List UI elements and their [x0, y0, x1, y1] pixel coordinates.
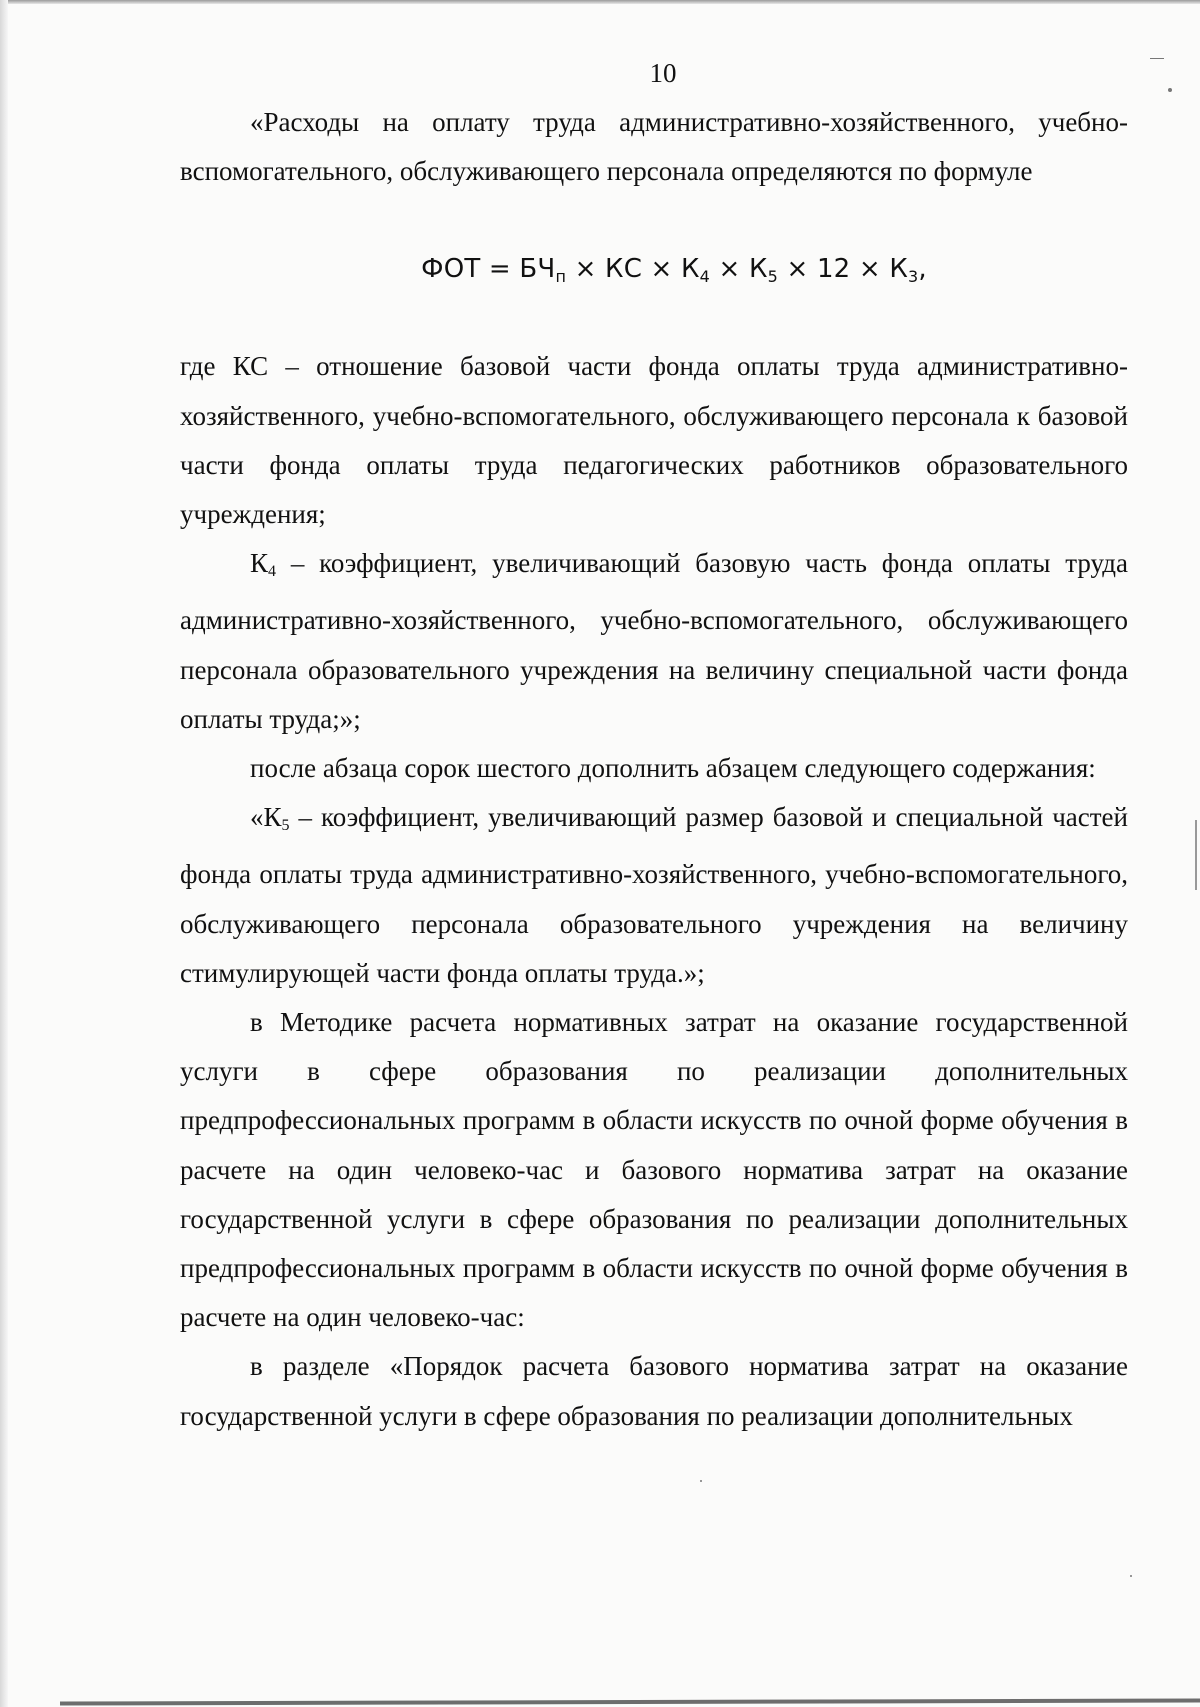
k4-subscript: 4 [268, 563, 277, 581]
paragraph-ks-definition: где КС – отношение базовой части фонда оплаты труда административно-хозяйственного, учебно-вспомогательного, обслуживающего персонала к базовой части фонда оплаты труда педагогических работников образовательного учреждения; [180, 351, 1128, 530]
formula-term-k5: К [748, 254, 768, 285]
k5-symbol: «К [250, 802, 282, 833]
page-number: 10 [649, 58, 677, 88]
formula-subscript: 5 [767, 267, 779, 287]
paragraph-expenses-intro: «Расходы на оплату труда административно-хозяйственного, учебно-вспомогательного, обслуживающего персонала определяются по формуле [180, 107, 1128, 187]
k4-symbol: К [250, 548, 269, 579]
scan-edge-bottom [60, 1699, 1200, 1706]
formula-end: , [918, 254, 927, 285]
k4-text: – коэффициент, увеличивающий базовую часть фонда оплаты труда административно-хозяйственного, учебно-вспомогательного, обслуживающего персонала образовательного учреждения на величину специальной части фонда оплаты труда;»; [180, 548, 1128, 734]
scan-edge-top [0, 0, 1200, 4]
scan-speck [1130, 1575, 1132, 1577]
scan-speck [1195, 820, 1197, 890]
payroll-formula [180, 220, 1128, 318]
formula-times: × [778, 254, 817, 285]
formula-term-ks: КС [605, 254, 643, 285]
paragraph-amendment-instruction: после абзаца сорок шестого дополнить абзацем следующего содержания: [250, 753, 1096, 784]
k5-subscript: 5 [281, 817, 290, 835]
formula-term-months: 12 [816, 254, 851, 285]
formula-subscript: 4 [699, 267, 711, 287]
formula-times: × [566, 254, 606, 285]
formula-times: × [642, 254, 681, 285]
formula-term-k3: К [889, 254, 909, 285]
paragraph-k4-definition [180, 539, 1128, 744]
formula-term-k4: К [680, 254, 700, 285]
paragraph-section-reference: в разделе «Порядок расчета базового норматива затрат на оказание государственной услуги в сфере образования по реализации дополнительных [180, 1351, 1128, 1431]
scan-speck [1150, 58, 1164, 59]
formula-times: × [710, 254, 749, 285]
document-body [180, 48, 1128, 1441]
k5-text: – коэффициент, увеличивающий размер базовой и специальной частей фонда оплаты труда административно-хозяйственного, учебно-вспомогательного, обслуживающего персонала образовательного учреждения на величину стимулирующей части фонда оплаты труда.»; [180, 802, 1128, 988]
formula-subscript: п [555, 267, 567, 287]
scan-speck [700, 1480, 702, 1482]
formula-lhs: ФОТ [421, 254, 481, 285]
scan-speck [1168, 88, 1172, 92]
formula-term-base-part: БЧ [519, 254, 556, 285]
scan-edge-left [0, 0, 8, 1707]
formula-subscript: 3 [908, 267, 919, 287]
paragraph-k5-definition [180, 793, 1128, 998]
formula-times: × [850, 254, 890, 285]
formula-equals: = [480, 254, 520, 285]
paragraph-methodology: в Методике расчета нормативных затрат на оказание государственной услуги в сфере образования по реализации дополнительных предпрофессиональных программ в области искусств по очной форме обучения в расчете на один человеко-час и базового норматива затрат на оказание государственной услуги в сфере образования по реализации дополнительных предпрофессиональных программ в области искусств по очной форме обучения в расчете на один человеко-час: [180, 1007, 1128, 1333]
